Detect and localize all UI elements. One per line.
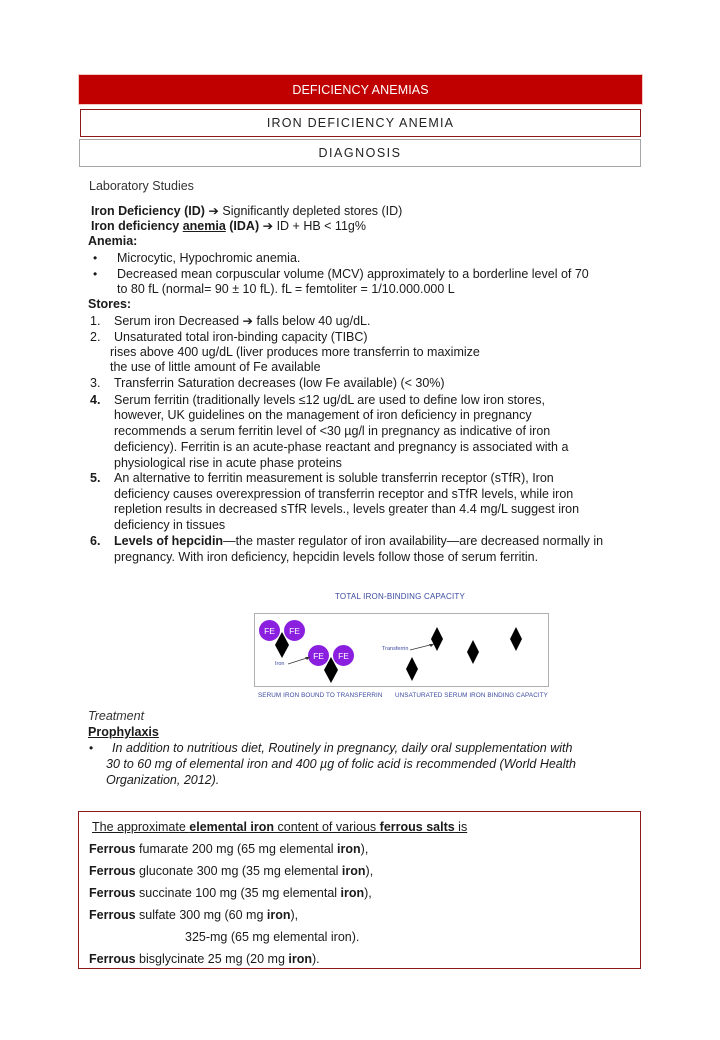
ida-definition	[91, 219, 366, 234]
topic-title: IRON DEFICIENCY ANEMIA	[80, 109, 641, 137]
arrow-icon	[288, 655, 312, 665]
transferrin-diamond-icon	[406, 657, 418, 681]
arrow-icon: ➔	[262, 219, 274, 233]
stores-heading: Stores:	[88, 297, 132, 311]
fe-circle-icon: FE	[283, 619, 306, 642]
stores-item-cont: rises above 400 ug/dL (liver produces more transferrin to maximize	[110, 345, 480, 359]
list-number: 1.	[90, 314, 101, 328]
fe-circle-icon: FE	[307, 644, 330, 667]
stores-item: Serum iron Decreased ➔ falls below 40 ug/dL.	[114, 314, 371, 328]
bullet-icon: •	[93, 267, 98, 281]
prophylaxis-heading: Prophylaxis	[88, 725, 159, 739]
stores-item-cont: physiological rise in acute phase proteins	[114, 456, 342, 470]
list-number: 3.	[90, 376, 101, 390]
ida-term: Iron deficiency anemia (IDA)	[91, 219, 260, 233]
stores-item-cont: deficiency). Ferritin is an acute-phase reactant and pregnancy is associated with a	[114, 440, 569, 454]
transferrin-diamond-icon	[324, 657, 338, 683]
stores-item: Serum ferritin (traditionally levels ≤12 ug/dL are used to define low iron stores,	[114, 393, 545, 407]
salt-item-cont: 325-mg (65 mg elemental iron).	[185, 930, 360, 944]
stores-item: Levels of hepcidin—the master regulator of iron availability—are decreased normally in	[114, 534, 604, 548]
list-number: 5.	[90, 471, 101, 485]
bullet-icon: •	[93, 251, 98, 265]
salt-item: Ferrous succinate 100 mg (35 mg elemental iron),	[89, 886, 372, 900]
salts-intro: The approximate elemental iron content of various ferrous salts is	[92, 820, 468, 834]
prophylaxis-text: In addition to nutritious diet, Routinely in pregnancy, daily oral supplementation with	[112, 741, 573, 755]
stores-item-cont: deficiency causes overexpression of transferrin receptor and sTfR levels, while iron	[114, 487, 574, 501]
stores-item-cont: repletion results in decreased sTfR levels., levels greater than 4.4 mg/L suggest iron	[114, 502, 580, 516]
stores-item-cont: however, UK guidelines on the management of iron deficiency in pregnancy	[114, 408, 532, 422]
salt-item: Ferrous fumarate 200 mg (65 mg elemental iron),	[89, 842, 369, 856]
stores-item: Unsaturated total iron-binding capacity (TIBC)	[114, 330, 368, 344]
ida-def-text: ID + HB < 11g%	[276, 219, 366, 233]
salt-item: Ferrous sulfate 300 mg (60 mg iron),	[89, 908, 299, 922]
hepcidin-term: Levels of hepcidin	[114, 534, 224, 548]
lab-studies-heading: Laboratory Studies	[89, 179, 194, 193]
stores-item-cont: recommends a serum ferritin level of <30 µg/l in pregnancy as indicative of iron	[114, 424, 551, 438]
ferrous-salts-box	[78, 811, 641, 969]
stores-item: An alternative to ferritin measurement is soluble transferrin receptor (sTfR), Iron	[114, 471, 554, 485]
stores-item-cont: deficiency in tissues	[114, 518, 226, 532]
anemia-heading: Anemia:	[88, 234, 138, 248]
list-number: 6.	[90, 534, 101, 548]
stores-item-cont: pregnancy. With iron deficiency, hepcidin levels follow those of serum ferritin.	[114, 550, 539, 564]
transferrin-diamond-icon	[275, 632, 289, 658]
id-term: Iron Deficiency (ID)	[91, 204, 205, 218]
bullet-icon: •	[89, 741, 94, 755]
fe-circle-icon: FE	[258, 619, 281, 642]
anemia-item-cont: to 80 fL (normal= 90 ± 10 fL). fL = femtoliter = 1/10.000.000 L	[117, 282, 455, 296]
tibc-diagram	[254, 613, 549, 687]
stores-item: Transferrin Saturation decreases (low Fe available) (< 30%)	[114, 376, 445, 390]
caption-left: SERUM IRON BOUND TO TRANSFERRIN	[258, 692, 383, 699]
salt-item: Ferrous bisglycinate 25 mg (20 mg iron).	[89, 952, 320, 966]
iron-label: Iron	[275, 661, 285, 667]
diagram-title: TOTAL IRON-BINDING CAPACITY	[334, 592, 465, 601]
prophylaxis-text-cont: 30 to 60 mg of elemental iron and 400 µg of folic acid is recommended (World Health	[106, 757, 576, 771]
transferrin-diamond-icon	[467, 640, 479, 664]
transferrin-diamond-icon	[431, 627, 443, 651]
anemia-item: Decreased mean corpuscular volume (MCV) approximately to a borderline level of 70	[117, 267, 589, 281]
transferrin-diamond-icon	[510, 627, 522, 651]
treatment-heading: Treatment	[88, 709, 145, 723]
section-banner: DEFICIENCY ANEMIAS	[79, 75, 642, 104]
list-number: 2.	[90, 330, 101, 344]
prophylaxis-text-cont: Organization, 2012).	[106, 773, 220, 787]
id-def-text: Significantly depleted stores (ID)	[222, 204, 403, 218]
arrow-icon: ➔	[208, 204, 219, 218]
stores-item-cont: the use of little amount of Fe available	[110, 360, 321, 374]
subsection-title: DIAGNOSIS	[79, 139, 641, 167]
fe-circle-icon: FE	[332, 644, 355, 667]
transferrin-label: Transferrin	[382, 646, 409, 652]
salt-item: Ferrous gluconate 300 mg (35 mg elemental iron),	[89, 864, 374, 878]
anemia-item: Microcytic, Hypochromic anemia.	[117, 251, 301, 265]
id-definition	[91, 204, 402, 219]
list-number: 4.	[90, 393, 101, 407]
caption-right: UNSATURATED SERUM IRON BINDING CAPACITY	[395, 692, 548, 699]
